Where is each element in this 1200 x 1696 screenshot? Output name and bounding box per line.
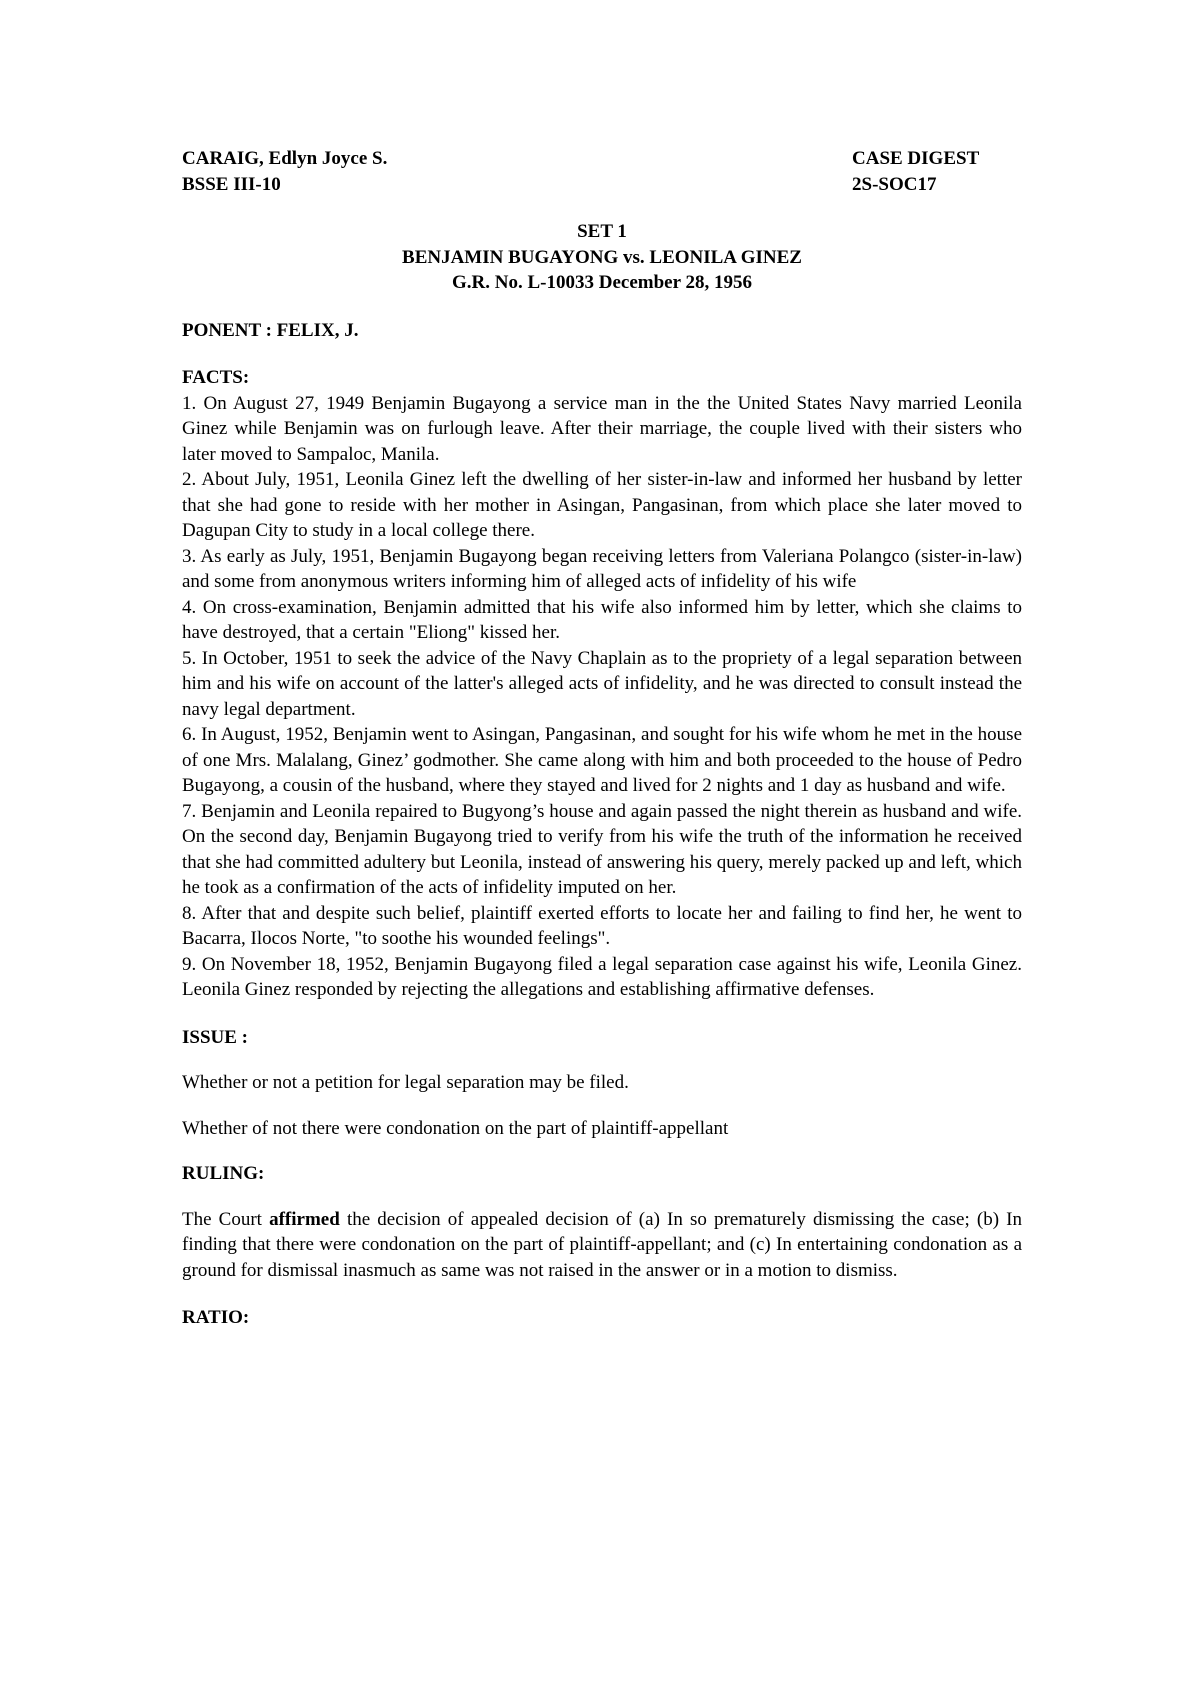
fact-item: 8. After that and despite such belief, plaintiff exerted efforts to locate her and failing to find her, he went to Bacarra, Ilocos Norte, "to soothe his wounded feelings".	[182, 902, 1022, 949]
course-code: 2S-SOC17	[852, 173, 937, 195]
issue-item: Whether of not there were condonation on the part of plaintiff-appellant	[182, 1117, 729, 1139]
case-title: BENJAMIN BUGAYONG vs. LEONILA GINEZ	[402, 246, 802, 268]
header-row-1	[182, 146, 1022, 172]
gr-number: G.R. No. L-10033 December 28, 1956	[452, 272, 752, 293]
issue-item: Whether or not a petition for legal separation may be filed.	[182, 1072, 629, 1093]
ratio-heading: RATIO:	[182, 1307, 250, 1328]
fact-item: 7. Benjamin and Leonila repaired to Bugyong’s house and again passed the night therein as husband and wife. On the second day, Benjamin Bugayong tried to verify from his wife the truth of the information he received that she had committed adultery but Leonila, instead of answering his query, merely packed up and left, which he took as a confirmation of the acts of infidelity imputed on her.	[182, 800, 1022, 898]
ruling-text	[182, 1207, 1022, 1284]
ruling-text-after: the decision of appealed decision of (a) In so prematurely dismissing the case; (b) In finding that there were condonation on the part of plaintiff-appellant; and (c) In entertaining condonation as a ground for dismissal inasmuch as same was not raised in the answer or in a motion to dismiss.	[182, 1208, 1022, 1281]
ruling-heading: RULING:	[182, 1163, 265, 1184]
issue-heading: ISSUE :	[182, 1026, 248, 1048]
set-label: SET 1	[577, 221, 627, 242]
fact-item: 6. In August, 1952, Benjamin went to Asingan, Pangasinan, and sought for his wife whom he met in the house of one Mrs. Malalang, Ginez’ godmother. She came along with him and both proceeded to the house of Pedro Bugayong, a cousin of the husband, where they stayed and lived for 2 nights and 1 day as husband and wife.	[182, 724, 1022, 796]
ruling-text-before: The Court	[182, 1208, 270, 1230]
case-digest	[182, 146, 1022, 1331]
fact-item: 5. In October, 1951 to seek the advice of the Navy Chaplain as to the propriety of a legal separation between him and his wife on account of the latter's alleged acts of infidelity, and he was directed to consult instead the navy legal department.	[182, 647, 1022, 720]
fact-item: 3. As early as July, 1951, Benjamin Bugayong began receiving letters from Valeriana Polangco (sister-in-law) and some from anonymous writers informing him of alleged acts of infidelity of his wife	[182, 545, 1022, 592]
ponent: PONENT : FELIX, J.	[182, 319, 359, 341]
document-type: CASE DIGEST	[852, 148, 980, 169]
fact-item: 2. About July, 1951, Leonila Ginez left the dwelling of her sister-in-law and informed her husband by letter that she had gone to reside with her mother in Asingan, Pangasinan, from which place she later moved to Dagupan City to study in a local college there.	[182, 469, 1022, 541]
fact-item: 1. On August 27, 1949 Benjamin Bugayong a service man in the the United States Navy married Leonila Ginez while Benjamin was on furlough leave. After their marriage, the couple lived with their sisters who later moved to Sampaloc, Manila.	[182, 392, 1022, 465]
fact-item: 9. On November 18, 1952, Benjamin Bugayong filed a legal separation case against his wife, Leonila Ginez. Leonila Ginez responded by rejecting the allegations and establishing affirmative defenses.	[182, 953, 1022, 1000]
facts-heading: FACTS:	[182, 367, 250, 388]
fact-item: 4. On cross-examination, Benjamin admitted that his wife also informed him by letter, which she claims to have destroyed, that a certain "Eliong" kissed her.	[182, 596, 1022, 643]
ruling-emphasis: affirmed	[269, 1208, 340, 1230]
section-code: BSSE III-10	[182, 173, 281, 195]
author-name: CARAIG, Edlyn Joyce S.	[182, 148, 388, 169]
header-row-2	[182, 172, 1022, 198]
facts-list	[182, 391, 1022, 1003]
